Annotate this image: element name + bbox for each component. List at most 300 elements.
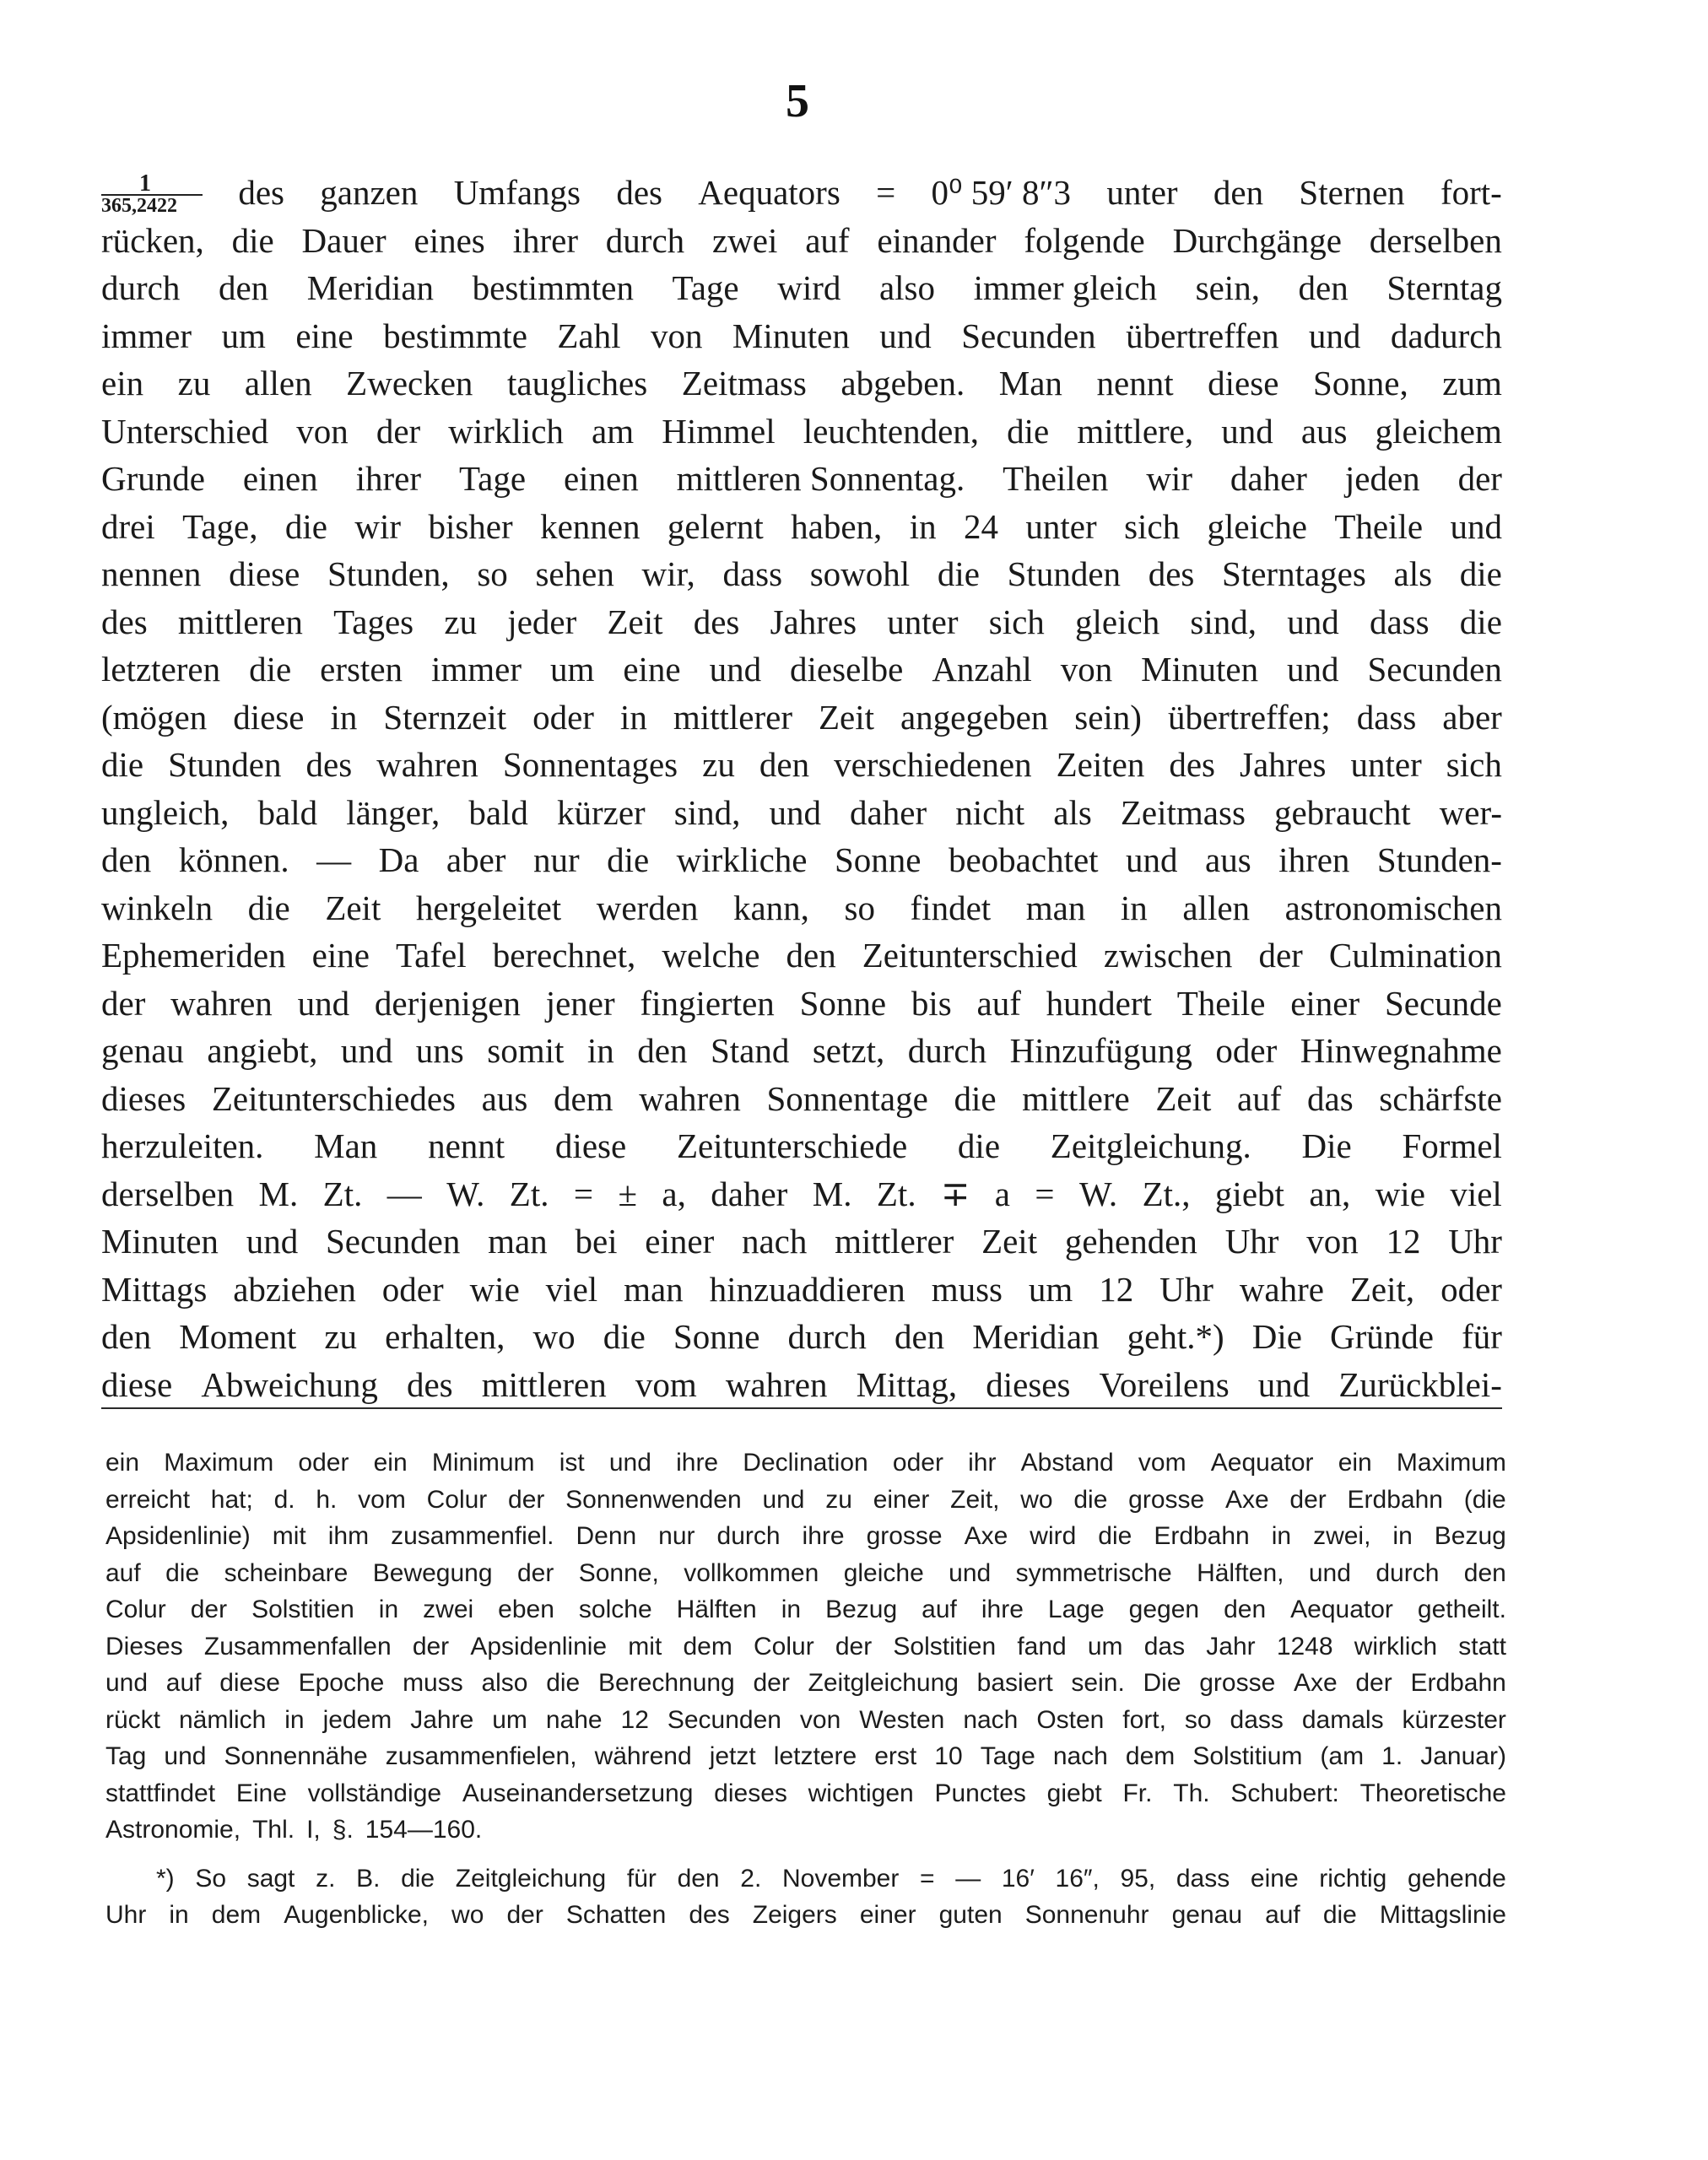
- main-word: wir: [1146, 459, 1192, 498]
- main-word: oder: [381, 1269, 444, 1309]
- main-word: eine: [311, 936, 370, 975]
- main-word: unter: [1350, 745, 1422, 784]
- main-word: oder: [532, 697, 594, 737]
- footnote2-line: [105, 1860, 1506, 1898]
- main-word: bei: [575, 1222, 618, 1261]
- main-word: wer-: [1439, 792, 1502, 832]
- main-word: für: [1462, 1317, 1502, 1356]
- footnote-word: Zusammenfallen: [203, 1632, 392, 1660]
- main-word: Gründe: [1330, 1317, 1434, 1356]
- main-word: Zeitmass: [681, 364, 807, 402]
- footnote-word: Axe: [1293, 1669, 1338, 1697]
- footnote-word: und: [105, 1669, 149, 1697]
- main-word: um: [221, 316, 266, 355]
- main-word: Meridian: [306, 268, 435, 307]
- footnote2-word: richtig: [1319, 1864, 1387, 1893]
- main-word: Umfangs: [453, 173, 581, 212]
- footnote-word: zwei: [423, 1596, 474, 1623]
- footnote-word: Zeitgleichung: [808, 1669, 959, 1697]
- main-word: kürzer: [557, 792, 646, 832]
- footnote2-word: des: [689, 1901, 730, 1929]
- footnote2-word: November: [781, 1864, 900, 1893]
- main-word: Minuten: [101, 1222, 219, 1261]
- main-line: [101, 169, 1502, 217]
- footnote-word: Th.: [1173, 1779, 1210, 1807]
- main-word: Jahres: [1240, 745, 1327, 784]
- main-word: und: [1287, 650, 1339, 688]
- footnote-word: zu: [825, 1485, 852, 1514]
- footnote-word: dass: [1230, 1705, 1284, 1734]
- main-word: ihrer: [355, 459, 422, 498]
- main-word: Zahl: [557, 316, 621, 355]
- main-word: Mittag,: [856, 1364, 958, 1404]
- footnote-word: 1248: [1276, 1632, 1333, 1660]
- main-word: wahren: [376, 745, 478, 784]
- footnote-word: vollkommen: [684, 1558, 819, 1587]
- footnote-word: Solstitien: [893, 1632, 997, 1660]
- footnote2-word: 2.: [740, 1864, 762, 1893]
- footnote-word: ihm: [327, 1522, 370, 1550]
- footnote-word: oder: [892, 1449, 943, 1477]
- main-word: Durchgänge: [1172, 220, 1342, 260]
- main-word: und: [1308, 316, 1361, 355]
- main-word: einander: [877, 220, 997, 260]
- main-word: gelernt: [667, 506, 764, 546]
- main-word: also: [878, 268, 936, 307]
- main-word: Man: [998, 364, 1062, 402]
- footnote-word: Bezug: [825, 1596, 898, 1623]
- main-line: [101, 932, 1502, 980]
- footnote-word: zwei,: [1313, 1522, 1371, 1550]
- main-word: abziehen: [233, 1269, 356, 1309]
- main-word: leuchtenden,: [803, 411, 980, 451]
- main-word: man: [1025, 888, 1086, 927]
- footnote-word: der: [190, 1596, 228, 1623]
- footnote-word: fand: [1017, 1632, 1067, 1660]
- footnote-line: [105, 1775, 1506, 1812]
- main-word: sein): [1074, 697, 1142, 737]
- footnote-word: die: [1073, 1485, 1108, 1514]
- main-word: wahre: [1239, 1269, 1324, 1309]
- footnote-word: Fr.: [1122, 1779, 1153, 1807]
- main-word: =: [1035, 1174, 1055, 1213]
- main-word: berechnet,: [492, 936, 636, 975]
- main-word: bestimmte: [383, 316, 527, 355]
- main-line: [101, 1027, 1502, 1075]
- main-word: fingierten: [640, 983, 775, 1023]
- main-word: aber: [446, 840, 506, 879]
- footnote-word: auf: [922, 1596, 957, 1623]
- footnote-word: auf: [105, 1558, 141, 1587]
- footnote-word: und: [164, 1742, 207, 1770]
- main-word: allen: [1182, 888, 1251, 927]
- main-word: und: [1450, 506, 1502, 546]
- footnote-line: [105, 1738, 1506, 1775]
- footnote-line: [105, 1665, 1506, 1702]
- footnote-word: in: [284, 1705, 305, 1734]
- main-word: gleich: [1075, 602, 1160, 641]
- footnote-word: Declination: [743, 1449, 868, 1477]
- main-word: aus: [1300, 411, 1348, 451]
- footnote-word: nahe: [545, 1705, 603, 1734]
- main-word: Tage: [458, 459, 527, 498]
- main-word: ihren: [1278, 840, 1350, 879]
- main-word: sich: [988, 602, 1045, 641]
- main-word: dieses: [986, 1364, 1071, 1404]
- footnote-word: so: [1184, 1705, 1212, 1734]
- main-word: ein: [101, 364, 144, 402]
- footnote-word: h.: [316, 1485, 338, 1514]
- footnote-word: ihre: [802, 1522, 845, 1550]
- main-word: mittlerer: [835, 1222, 954, 1261]
- main-word: die: [603, 1317, 646, 1356]
- main-word: jeden: [1344, 459, 1420, 498]
- main-word: mittleren: [177, 602, 303, 641]
- main-word: bisher: [428, 506, 513, 546]
- main-word: Sonne: [835, 840, 922, 879]
- main-word: ±: [618, 1174, 637, 1213]
- main-word: oder: [1440, 1269, 1502, 1309]
- footnote-line: [105, 1591, 1506, 1628]
- footnote2-word: Mittagslinie: [1379, 1901, 1506, 1929]
- main-line: [101, 694, 1502, 742]
- main-word: einen: [563, 459, 639, 498]
- main-word: geht.*): [1127, 1317, 1224, 1356]
- footnote2-word: sagt: [246, 1864, 295, 1893]
- footnote-word: Die: [1143, 1669, 1181, 1697]
- main-word: wie: [1375, 1174, 1425, 1213]
- footnote-divider: [101, 1407, 1502, 1409]
- footnote-word: ihre: [676, 1449, 719, 1477]
- main-word: dadurch: [1390, 316, 1502, 355]
- main-word: Zeitunterschiede: [676, 1126, 908, 1165]
- main-word: 0⁰ 59′ 8″3: [931, 173, 1072, 212]
- main-word: Sonnentage: [766, 1078, 928, 1118]
- footnote-word: um: [492, 1705, 527, 1734]
- footnote-word: das: [1143, 1632, 1186, 1660]
- footnote-word: Hälften,: [1197, 1558, 1284, 1587]
- footnote-word: Maximum: [164, 1449, 274, 1477]
- footnote-word: Hälften: [676, 1596, 757, 1623]
- main-line: [101, 645, 1502, 694]
- main-word: dieses: [101, 1078, 186, 1118]
- main-word: ∓: [941, 1174, 970, 1213]
- main-line: [101, 503, 1502, 551]
- main-word: als: [1393, 554, 1433, 593]
- main-word: diese: [233, 697, 305, 737]
- footnote-word: mit: [628, 1632, 662, 1660]
- main-word: und: [1257, 1364, 1311, 1404]
- footnote-word: Westen: [859, 1705, 945, 1734]
- main-word: am: [592, 411, 635, 451]
- main-word: die: [101, 745, 144, 784]
- main-body-text: [101, 169, 1502, 1408]
- main-word: des: [101, 602, 148, 641]
- main-word: gleiche: [1207, 506, 1307, 546]
- footnote-word: scheinbare: [224, 1558, 349, 1587]
- main-line: [101, 408, 1502, 456]
- main-word: kann,: [732, 888, 809, 927]
- main-word: daher: [1230, 459, 1307, 498]
- main-word: erhalten,: [385, 1317, 505, 1356]
- footnote-word: durch: [1376, 1558, 1440, 1587]
- main-word: des: [693, 602, 740, 641]
- main-word: nennt: [1096, 364, 1174, 402]
- main-word: wahren: [639, 1078, 741, 1118]
- footnote-word: Aequator: [1290, 1596, 1393, 1623]
- main-word: Zeit: [818, 697, 874, 737]
- main-word: Voreilens: [1099, 1364, 1230, 1404]
- main-word: immer: [430, 650, 522, 688]
- main-word: Culmination: [1328, 936, 1502, 975]
- main-line: [101, 1361, 1502, 1409]
- main-word: die: [937, 554, 980, 593]
- footnote-word: Punctes: [934, 1779, 1026, 1807]
- main-word: und: [1287, 602, 1339, 641]
- main-line: [101, 1266, 1502, 1314]
- footnote-line: [105, 1482, 1506, 1519]
- main-word: Zwecken: [346, 364, 473, 402]
- main-word: letzteren: [101, 650, 221, 688]
- main-word: man: [488, 1222, 548, 1261]
- main-word: Secunden: [961, 316, 1096, 355]
- main-word: Tafel: [396, 936, 467, 975]
- footnote2-word: 95,: [1120, 1864, 1156, 1893]
- main-word: oder: [1215, 1031, 1278, 1070]
- main-word: von: [650, 316, 703, 355]
- footnote-word: I,: [306, 1816, 321, 1844]
- main-word: wird: [777, 268, 841, 307]
- main-word: W.: [446, 1174, 485, 1213]
- footnote-word: also: [481, 1669, 528, 1697]
- main-word: —: [316, 840, 352, 879]
- main-word: Theile: [1176, 983, 1266, 1023]
- main-word: sind,: [1190, 602, 1257, 641]
- footnote-word: hat;: [210, 1485, 253, 1514]
- main-word: Zeitmass: [1120, 792, 1246, 832]
- footnote-word: auf: [165, 1669, 202, 1697]
- main-word: Tage: [672, 268, 739, 307]
- main-word: als: [1053, 792, 1092, 832]
- footnote-word: (die: [1463, 1485, 1506, 1514]
- footnote-word: einer: [873, 1485, 930, 1514]
- main-word: 12: [1099, 1269, 1134, 1309]
- main-line: [101, 312, 1502, 360]
- main-word: aus: [481, 1078, 528, 1118]
- footnote-word: wo: [1020, 1485, 1053, 1514]
- footnote-word: zusammenfielen,: [385, 1742, 577, 1770]
- main-word: herzuleiten.: [101, 1126, 264, 1165]
- main-word: viel: [1450, 1174, 1502, 1213]
- main-word: übertreffen: [1126, 316, 1279, 355]
- main-word: Sonne,: [1312, 364, 1408, 402]
- main-word: den: [1298, 268, 1349, 307]
- footnote-word: symmetrische: [1015, 1558, 1172, 1587]
- main-word: somit: [487, 1031, 565, 1070]
- main-line: [101, 217, 1502, 265]
- main-word: a,: [662, 1174, 686, 1213]
- main-word: 12: [1386, 1222, 1421, 1261]
- main-word: mittlere,: [1077, 411, 1194, 451]
- footnote-word: und: [949, 1558, 992, 1587]
- main-word: auf: [805, 220, 850, 260]
- footnote2-word: Zeitgleichung: [455, 1864, 607, 1893]
- main-word: auf: [1237, 1078, 1282, 1118]
- main-word: zu: [324, 1317, 358, 1356]
- main-word: daher: [711, 1174, 788, 1213]
- main-word: die: [1459, 602, 1502, 641]
- main-word: Hinzufügung: [1009, 1031, 1192, 1070]
- footnote-word: vom: [358, 1485, 406, 1514]
- main-word: =: [876, 173, 896, 212]
- footnote-word: in: [378, 1596, 399, 1623]
- main-word: Die: [1301, 1126, 1352, 1165]
- main-word: diese: [229, 554, 300, 593]
- footnote-word: Januar): [1420, 1742, 1506, 1770]
- main-word: die: [231, 220, 274, 260]
- main-word: Theilen: [1003, 459, 1109, 498]
- footnote-word: fort,: [1122, 1705, 1166, 1734]
- footnote-word: Sonne,: [578, 1558, 659, 1587]
- main-line: [101, 1218, 1502, 1266]
- main-word: Secunde: [1384, 983, 1502, 1023]
- main-word: immer: [101, 316, 192, 355]
- main-word: hergeleitet: [415, 888, 562, 927]
- footnote-line: [105, 1628, 1506, 1666]
- footnote2-word: dass: [1176, 1864, 1230, 1893]
- main-word: diese: [101, 1364, 173, 1404]
- footnote-word: durch: [716, 1522, 781, 1550]
- main-word: W.: [1078, 1174, 1118, 1213]
- main-word: ihrer: [512, 220, 578, 260]
- footnote2-word: Schatten: [565, 1901, 667, 1929]
- footnote-word: Axe: [1224, 1485, 1269, 1514]
- main-word: einer: [645, 1222, 715, 1261]
- main-word: Zeit: [1155, 1078, 1212, 1118]
- main-word: und: [1126, 840, 1178, 879]
- main-word: durch: [907, 1031, 987, 1070]
- main-word: mittleren Sonnentag.: [676, 459, 965, 498]
- main-word: angiebt,: [207, 1031, 318, 1070]
- main-word: auf: [976, 983, 1021, 1023]
- main-word: die: [247, 888, 290, 927]
- footnote-text: [105, 1444, 1506, 1934]
- footnote-word: von: [799, 1705, 841, 1734]
- footnote2-word: Uhr: [105, 1901, 147, 1929]
- main-word: in: [1120, 888, 1148, 927]
- footnote-line: [105, 1812, 1506, 1849]
- main-word: kennen: [540, 506, 640, 546]
- footnote2-line: [105, 1897, 1506, 1934]
- main-line: [101, 264, 1502, 312]
- main-word: Theile: [1334, 506, 1424, 546]
- main-word: durch: [787, 1317, 867, 1356]
- main-word: des: [406, 1364, 453, 1404]
- footnote-word: Epoche: [298, 1669, 385, 1697]
- main-word: welche: [662, 936, 760, 975]
- footnote-word: Tage: [980, 1742, 1035, 1770]
- footnote-word: der: [508, 1485, 545, 1514]
- main-word: Uhr: [1159, 1269, 1213, 1309]
- main-word: die: [607, 840, 650, 879]
- footnote-word: während: [594, 1742, 692, 1770]
- main-word: Zeit: [607, 602, 663, 641]
- footnote-word: 12: [620, 1705, 649, 1734]
- footnote2-word: —: [955, 1864, 981, 1893]
- footnote-word: rückt: [105, 1705, 161, 1734]
- main-word: verschiedenen: [834, 745, 1032, 784]
- main-word: hinzuaddieren: [709, 1269, 905, 1309]
- footnote-word: Jahr: [1206, 1632, 1256, 1660]
- footnote2-word: genau: [1171, 1901, 1243, 1929]
- main-line: [101, 884, 1502, 932]
- main-line: [101, 1170, 1502, 1218]
- main-word: gleichem: [1375, 411, 1502, 451]
- footnote-word: Aequator: [1210, 1449, 1314, 1477]
- fraction-1-over-365: [101, 169, 203, 216]
- main-word: von: [1060, 650, 1113, 688]
- main-word: der: [101, 983, 146, 1023]
- main-word: der: [1258, 936, 1303, 975]
- main-word: einen: [242, 459, 318, 498]
- main-word: und: [340, 1031, 393, 1070]
- main-word: zwischen: [1103, 936, 1233, 975]
- footnote2-word: 16′: [1001, 1864, 1035, 1893]
- footnote-line: [105, 1518, 1506, 1555]
- footnote-word: in: [781, 1596, 802, 1623]
- main-word: den: [218, 268, 269, 307]
- main-word: bald: [257, 792, 318, 832]
- footnote-line: [105, 1555, 1506, 1592]
- footnote-word: Colur: [426, 1485, 488, 1514]
- main-word: Sonne: [799, 983, 887, 1023]
- main-word: Zt.: [876, 1174, 916, 1213]
- main-word: findet: [910, 888, 992, 927]
- footnote-word: stattfindet: [105, 1779, 216, 1807]
- main-word: den: [759, 745, 810, 784]
- main-line: [101, 789, 1502, 837]
- footnote-line: [105, 1444, 1506, 1482]
- footnote2-word: die: [401, 1864, 435, 1893]
- main-word: wie: [469, 1269, 520, 1309]
- main-word: gehenden: [1064, 1222, 1197, 1261]
- main-word: in: [586, 1031, 614, 1070]
- main-word: —: [386, 1174, 422, 1213]
- main-word: Tage,: [182, 506, 258, 546]
- main-word: die: [1007, 411, 1050, 451]
- main-word: Zeit,: [1349, 1269, 1415, 1309]
- main-word: von: [296, 411, 349, 451]
- main-word: in: [619, 697, 647, 737]
- main-line: [101, 455, 1502, 503]
- main-word: in: [909, 506, 937, 546]
- main-word: Formel: [1402, 1126, 1502, 1165]
- footnote-word: vollständige: [307, 1779, 442, 1807]
- footnote-word: eben: [498, 1596, 554, 1623]
- footnote-word: oder: [298, 1449, 349, 1477]
- main-word: man: [624, 1269, 684, 1309]
- footnote-word: d.: [273, 1485, 295, 1514]
- main-word: mittlerer: [673, 697, 792, 737]
- fraction-numerator: 1: [139, 170, 151, 197]
- footnote-word: Solstitium: [1192, 1742, 1303, 1770]
- footnote-word: damals: [1301, 1705, 1384, 1734]
- main-word: daher: [850, 792, 927, 832]
- main-word: zu: [444, 602, 478, 641]
- footnote-word: die: [546, 1669, 581, 1697]
- footnote-word: Sonnenwenden: [565, 1485, 742, 1514]
- main-word: jener: [545, 983, 615, 1023]
